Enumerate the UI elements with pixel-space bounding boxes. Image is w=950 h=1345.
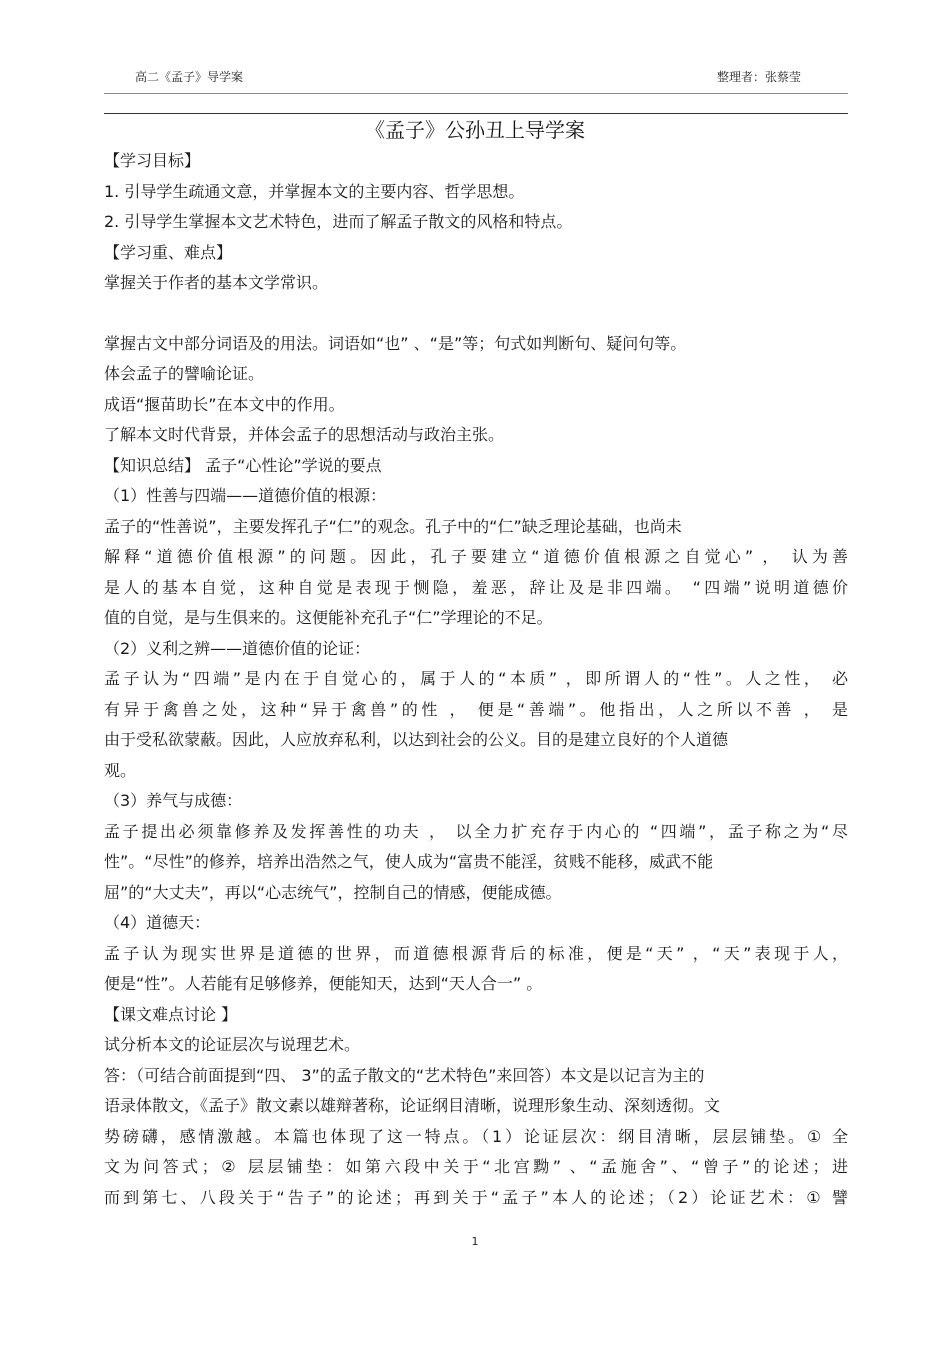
keypoint-item: 体会孟子的譬喻论证。 xyxy=(104,364,265,383)
paragraph-line: 是人的基本自觉，这种自觉是表现于恻隐，羞恶，辞让及是非四端。 “四端”说明道德价 xyxy=(104,578,848,597)
header-left-text: 高二《孟子》导学案 xyxy=(135,70,244,84)
subheading: （3）养气与成德： xyxy=(104,791,243,810)
keypoint-item: 掌握关于作者的基本文学常识。 xyxy=(104,273,329,292)
section-heading-keypoints: 【学习重、难点】 xyxy=(104,243,233,262)
paragraph-line: 屈”的“大丈夫”，再以“心志统气”，控制自己的情感，便能成德。 xyxy=(104,883,562,902)
page-number: 1 xyxy=(471,1235,479,1248)
objective-item: 1. 引导学生疏通文意，并掌握本文的主要内容、哲学思想。 xyxy=(104,182,525,201)
page-title: 《孟子》公孙丑上导学案 xyxy=(365,118,585,142)
paragraph-line: 值的自觉，是与生俱来的。这便能补充孔子“仁”学理论的不足。 xyxy=(104,608,553,627)
paragraph-line: 孟子的“性善说”，主要发挥孔子“仁”的观念。孔子中的“仁”缺乏理论基础，也尚未 xyxy=(104,517,682,536)
paragraph-line: 便是“性”。人若能有足够修养，便能知天，达到“天人合一” 。 xyxy=(104,974,543,993)
answer-line: 而到第七、八段关于“告子”的论述；再到关于“孟子”本人的论述；（2）论证艺术：① 譬 xyxy=(104,1188,848,1207)
paragraph-line: 由于受私欲蒙蔽。因此，人应放弃私利，以达到社会的公义。目的是建立良好的个人道德 xyxy=(104,730,729,749)
answer-line: 答：（可结合前面提到“四、 3”的孟子散文的“艺术特色”来回答）本文是以记言为主的 xyxy=(104,1066,705,1085)
paragraph-line: 有异于禽兽之处，这种“异于禽兽”的性 ， 便是“善端”。他指出，人之所以不善 ， 是 xyxy=(104,700,848,719)
header-divider xyxy=(104,93,848,94)
subheading: （1）性善与四端——道德价值的根源： xyxy=(104,486,387,505)
subheading: （4）道德天： xyxy=(104,913,211,932)
paragraph-line: 观。 xyxy=(104,761,137,780)
paragraph-line: 孟子认为“四端”是内在于自觉心的，属于人的“本质” ，即所谓人的“性”。人之性， 必 xyxy=(104,669,848,688)
paragraph-line: 解释“道德价值根源”的问题。因此，孔子要建立“道德价值根源之自觉心” ， 认为善 xyxy=(104,547,848,566)
keypoint-item: 成语“揠苗助长”在本文中的作用。 xyxy=(104,395,345,414)
paragraph-line: 孟子认为现实世界是道德的世界，而道德根源背后的标准，便是“天” ，“天”表现于人， xyxy=(104,944,848,963)
title-divider xyxy=(104,113,848,114)
subheading: （2）义利之辨——道德价值的论证： xyxy=(104,639,371,658)
paragraph-line: 性”。“尽性”的修养，培养出浩然之气，使人成为“富贵不能淫，贫贱不能移，威武不能 xyxy=(104,852,714,871)
section-heading-summary: 【知识总结】 孟子“心性论”学说的要点 xyxy=(104,456,382,475)
header-right-text: 整理者：张蔡莹 xyxy=(717,70,802,84)
keypoint-item: 掌握古文中部分词语及的用法。词语如“也” 、“是”等；句式如判断句、疑问句等。 xyxy=(104,334,687,353)
question-text: 试分析本文的论证层次与说理艺术。 xyxy=(104,1035,361,1054)
section-heading-discussion: 【课文难点讨论 】 xyxy=(104,1005,238,1024)
answer-line: 势磅礴，感情激越。本篇也体现了这一特点。（1）论证层次：纲目清晰，层层铺垫。① 全 xyxy=(104,1127,848,1146)
section-heading-objectives: 【学习目标】 xyxy=(104,151,201,170)
keypoint-item: 了解本文时代背景，并体会孟子的思想活动与政治主张。 xyxy=(104,425,505,444)
paragraph-line: 孟子提出必须靠修养及发挥善性的功夫 ， 以全力扩充存于内心的 “四端”，孟子称之为“尽 xyxy=(104,822,848,841)
answer-line: 语录体散文，《孟子》散文素以雄辩著称，论证纲目清晰，说理形象生动、深刻透彻。文 xyxy=(104,1096,721,1115)
answer-line: 文为问答式；② 层层铺垫：如第六段中关于“北宫黝” 、“孟施舍”、“曾子”的论述；进 xyxy=(104,1157,848,1176)
objective-item: 2. 引导学生掌握本文艺术特色，进而了解孟子散文的风格和特点。 xyxy=(104,212,573,231)
